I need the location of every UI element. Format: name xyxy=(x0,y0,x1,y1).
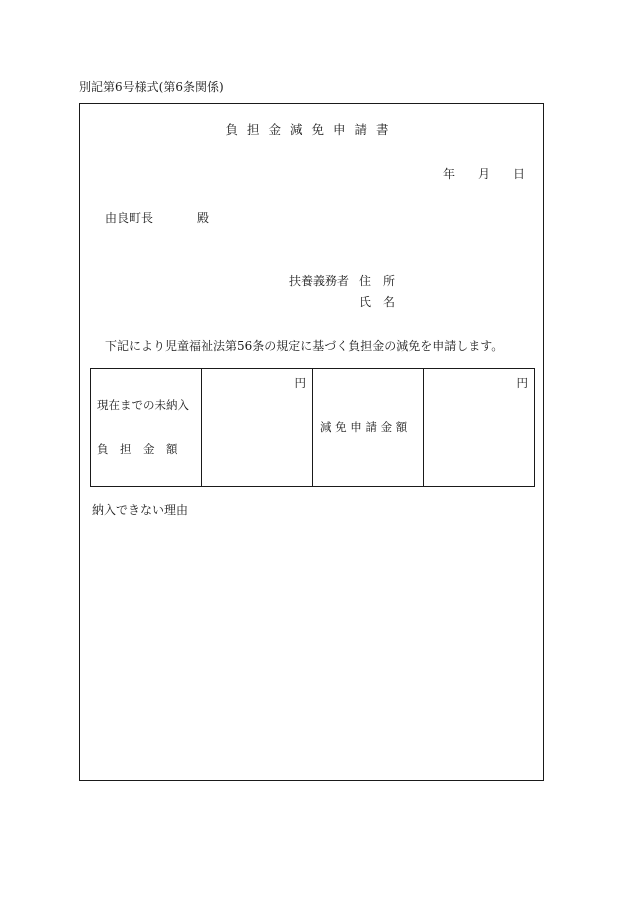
form-title: 負担金減免申請書 xyxy=(225,122,398,137)
reason-label: 納入できない理由 xyxy=(92,503,189,517)
amount-table xyxy=(90,368,535,487)
guardian-label: 扶養義務者 xyxy=(289,274,350,288)
reason-entry-area[interactable] xyxy=(92,524,532,764)
date-month-label: 月 xyxy=(478,167,491,181)
application-statement: 下記により児童福祉法第56条の規定に基づく負担金の減免を申請します。 xyxy=(105,339,504,353)
unpaid-amount-unit: 円 xyxy=(294,376,306,390)
date-year-label: 年 xyxy=(443,167,456,181)
form-number-label: 別記第6号様式(第6条関係) xyxy=(79,80,224,94)
request-amount-value-cell[interactable] xyxy=(424,369,535,487)
request-amount-label-cell xyxy=(313,369,424,487)
unpaid-amount-value-cell[interactable] xyxy=(202,369,313,487)
unpaid-amount-label-line1: 現在までの未納入 xyxy=(97,398,189,412)
guardian-name-label: 氏 名 xyxy=(359,295,396,309)
date-day-label: 日 xyxy=(513,167,526,181)
unpaid-amount-label-cell xyxy=(91,369,202,487)
addressee-name: 由良町長 xyxy=(105,211,154,225)
request-amount-unit: 円 xyxy=(516,376,528,390)
unpaid-amount-label-line2: 負 担 金 額 xyxy=(97,442,178,456)
guardian-address-label: 住 所 xyxy=(359,274,396,288)
application-form-frame xyxy=(79,103,544,781)
request-amount-label: 減 免 申 請 金 額 xyxy=(320,420,408,434)
addressee-honorific: 殿 xyxy=(197,211,210,225)
amount-table-row xyxy=(91,369,535,487)
